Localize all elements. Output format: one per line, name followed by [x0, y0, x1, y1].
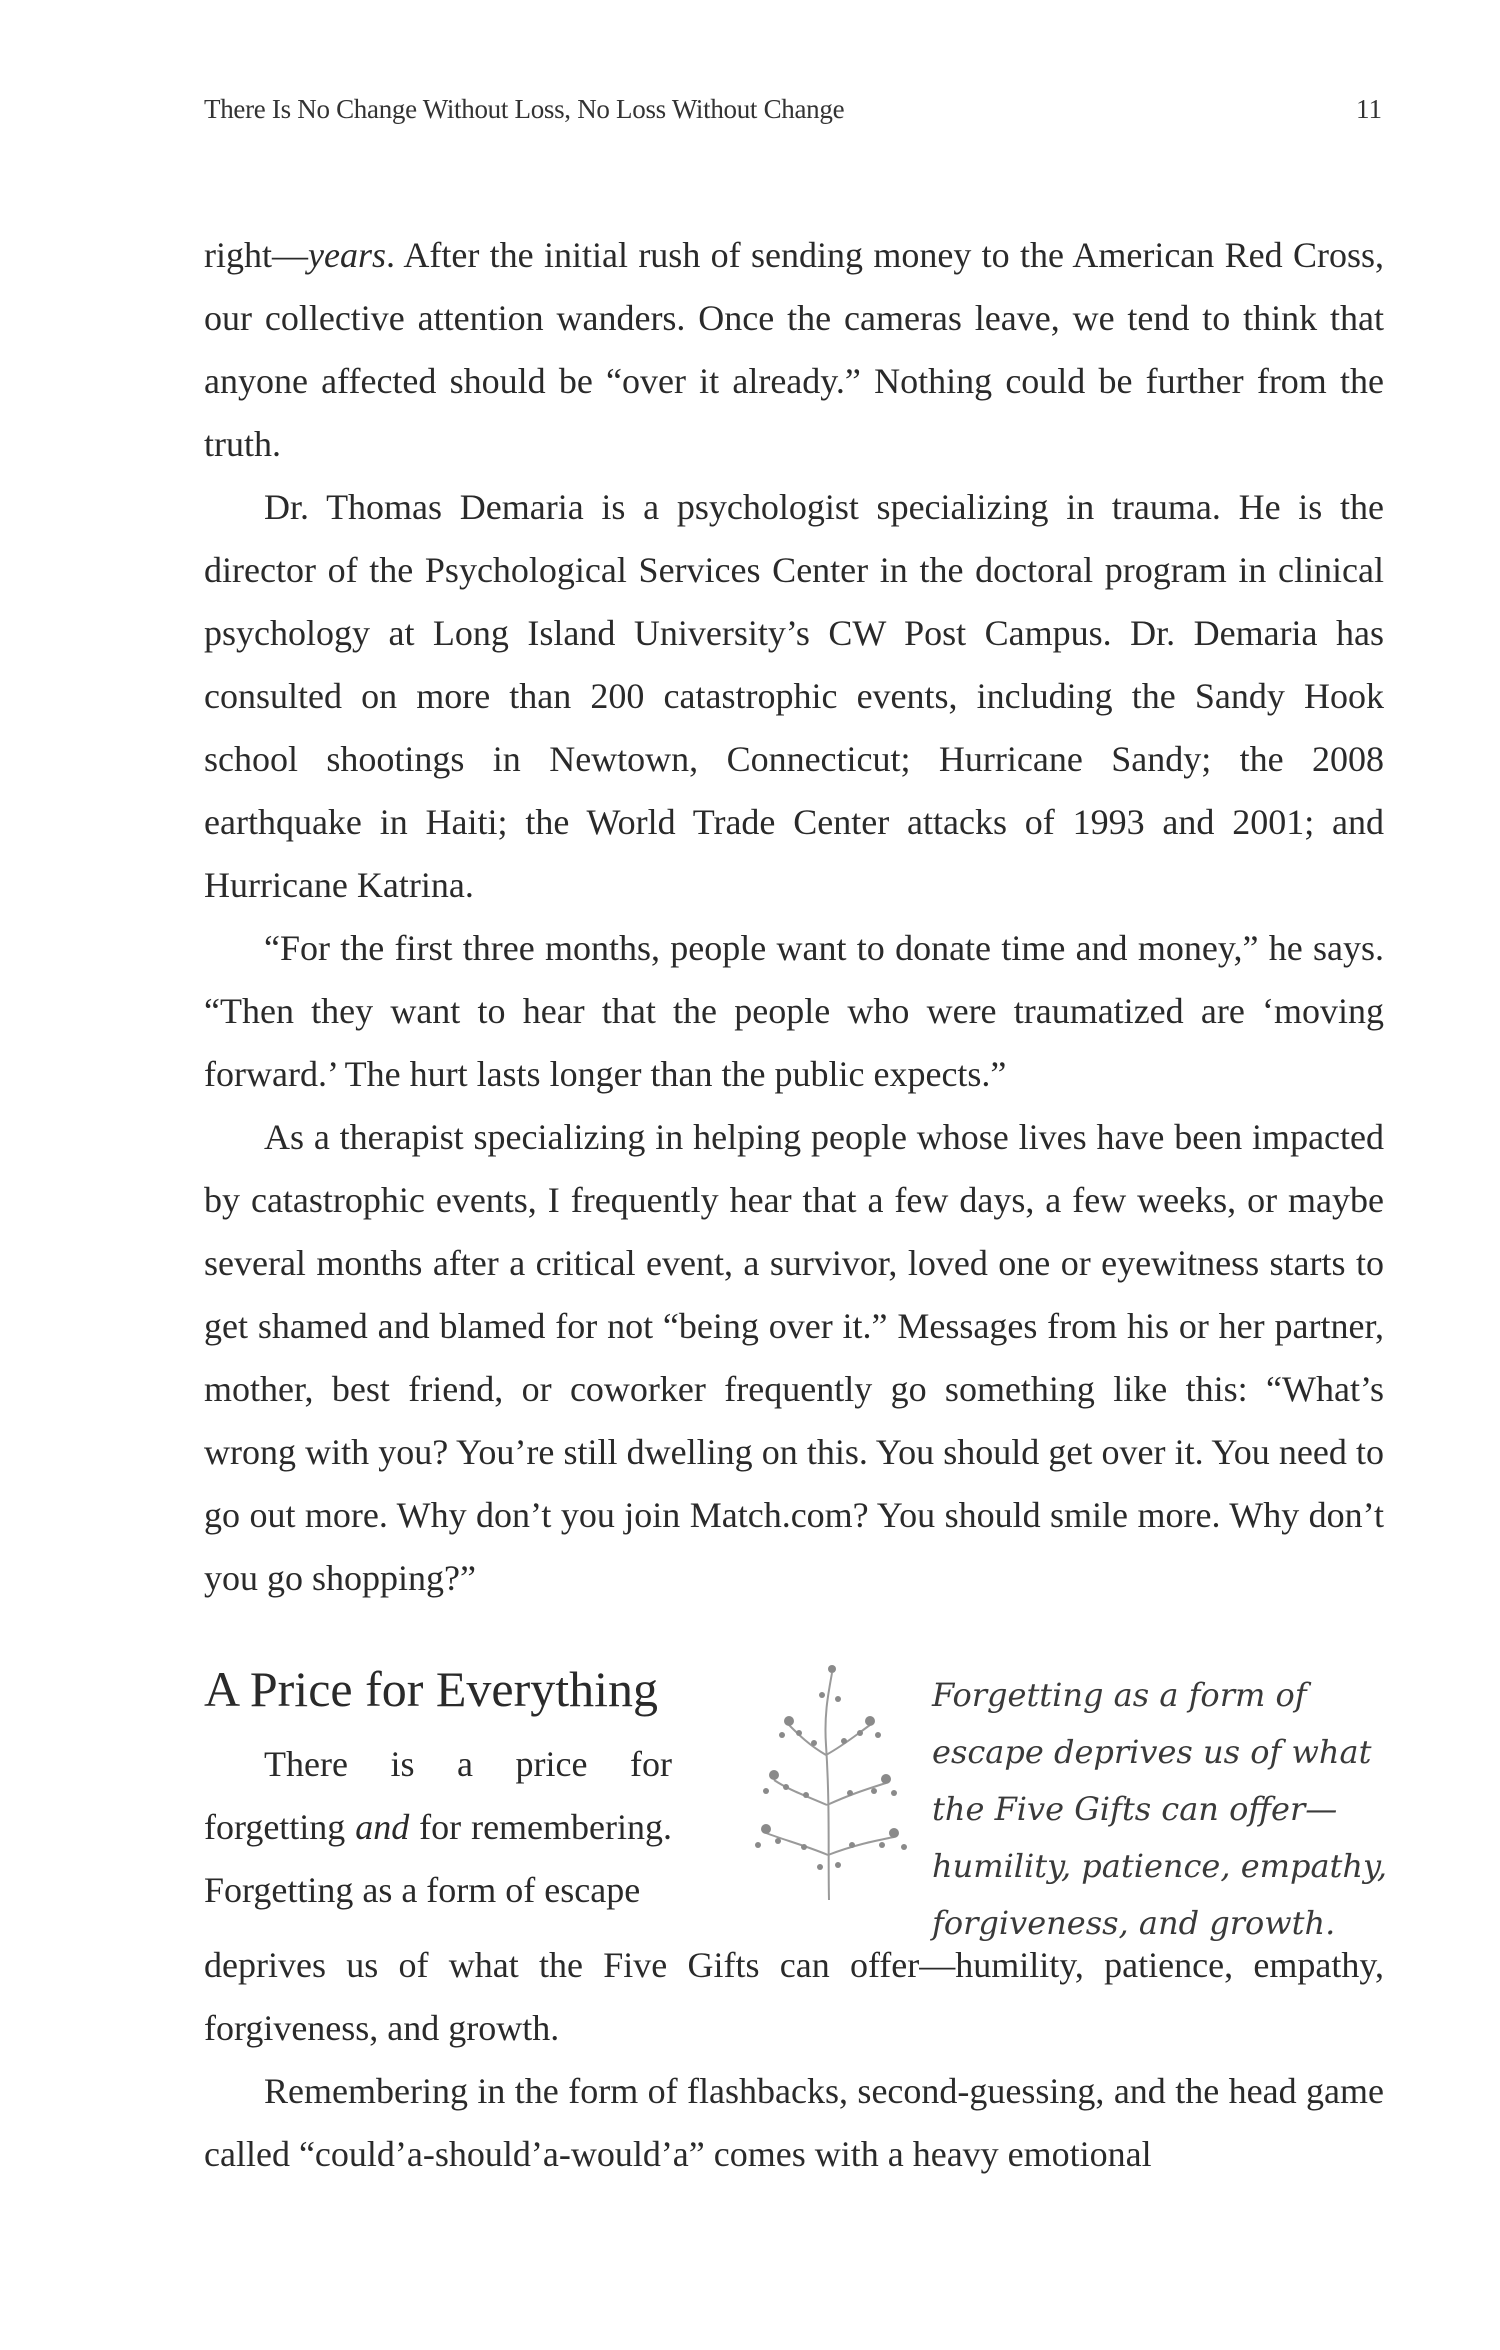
- paragraph-2: Dr. Thomas Demaria is a psychologist specializing in trauma. He is the director of the Psychological Services Center in the doctoral program in clinical psychology at Long Island University’s CW Post Campus. Dr. Demaria has consulted on more than 200 catastrophic events, including the Sandy Hook school shootings in Newtown, Connecticut; Hurricane Sandy; the 2008 earthquake in Haiti; the World Trade Center attacks of 1993 and 2001; and Hurricane Katrina.: [204, 487, 1384, 905]
- running-title: There Is No Change Without Loss, No Loss Without Change: [204, 94, 845, 124]
- flower-sprig-icon: [744, 1655, 914, 1905]
- running-header: [204, 94, 1382, 125]
- paragraph-1: [204, 224, 1384, 476]
- paragraph-1-emphasis: years: [308, 235, 386, 275]
- paragraph-1-rest: . After the initial rush of sending money to the American Red Cross, our collective attention wanders. Once the cameras leave, we tend to think that anyone affected should be “over it already.” Nothing could be further from the truth.: [204, 235, 1384, 464]
- section-intro-column: [204, 1733, 672, 1922]
- section-intro-part-1: There is a price for forgetting: [204, 1744, 672, 1847]
- paragraph-remembering: Remembering in the form of flashbacks, second-guessing, and the head game called “could’a-should’a-would’a” comes with a heavy emotional: [204, 2071, 1384, 2174]
- section-intro-paragraph: [204, 1733, 672, 1922]
- body-text-bottom: [204, 1934, 1384, 2186]
- paragraph-4: As a therapist specializing in helping people whose lives have been impacted by catastrophic events, I frequently hear that a few days, a few weeks, or maybe several months after a critical event, a survivor, loved one or eyewitness starts to get shamed and blamed for not “being over it.” Messages from his or her partner, mother, best friend, or coworker frequently go something like this: “What’s wrong with you? You’re still dwelling on this. You should get over it. You need to go out more. Why don’t you join Match.com? You should smile more. Why don’t you go shopping?”: [204, 1117, 1384, 1598]
- section-intro-continued: deprives us of what the Five Gifts can offer—humility, patience, empathy, forgiveness, and growth.: [204, 1945, 1384, 2048]
- section-intro-emphasis: and: [355, 1807, 410, 1847]
- page-number: 11: [1356, 94, 1382, 124]
- body-text-top: [204, 224, 1384, 1610]
- paragraph-3: “For the first three months, people want to donate time and money,” he says. “Then they want to hear that the people who were traumatized are ‘moving forward.’ The hurt lasts longer than the public expects.”: [204, 928, 1384, 1094]
- section-price-for-everything: [204, 1655, 1388, 1942]
- section-intro-part-2: for remembering. Forgetting as a form of escape: [204, 1807, 672, 1910]
- pull-quote: Forgetting as a form of escape deprives us of what the Five Gifts can offer—humility, patience, empathy, forgiveness, and growth.: [932, 1676, 1388, 1942]
- paragraph-1-lead: right—: [204, 235, 308, 275]
- section-heading: A Price for Everything: [204, 1661, 659, 1717]
